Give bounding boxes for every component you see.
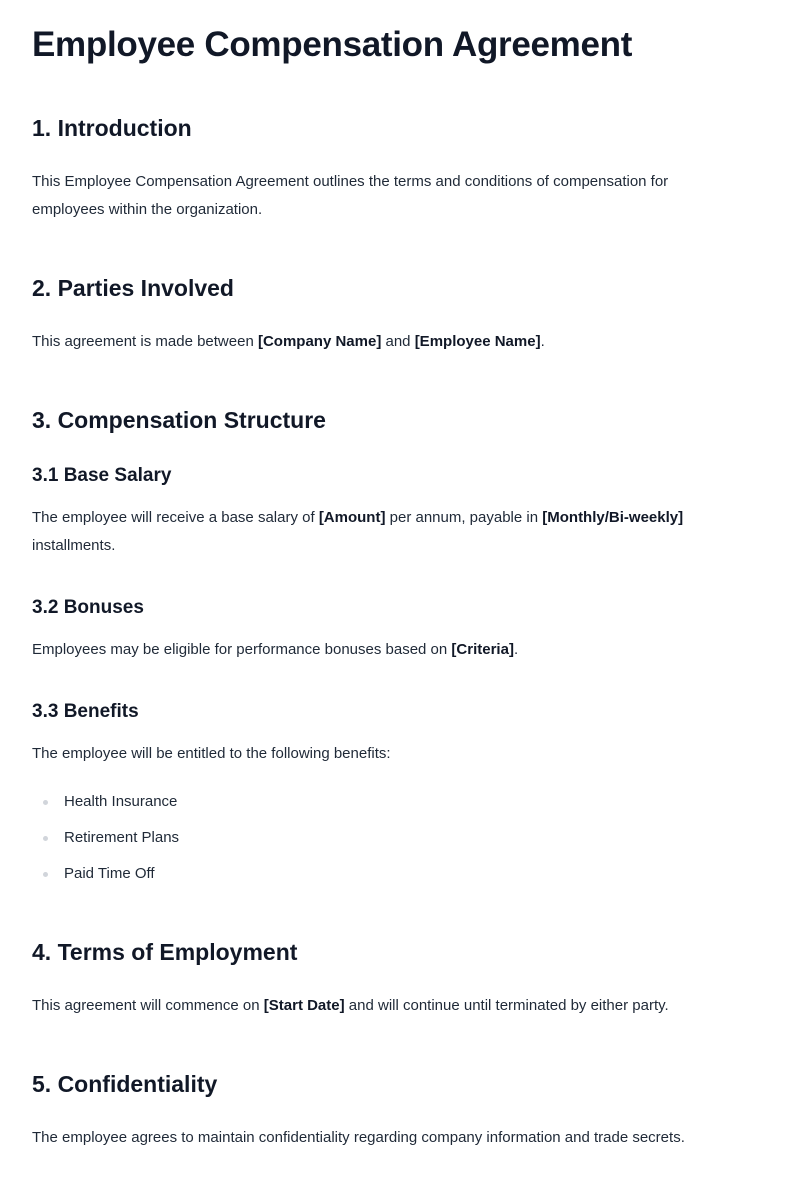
section-heading-parties: 2. Parties Involved	[32, 275, 234, 301]
subsection-heading-base-salary: 3.1 Base Salary	[32, 465, 172, 486]
subsection-heading-bonuses: 3.2 Bonuses	[32, 597, 144, 618]
section-heading-confidentiality: 5. Confidentiality	[32, 1071, 218, 1097]
subsection-heading-benefits: 3.3 Benefits	[32, 701, 139, 722]
terms-text-post: and will continue until terminated by either party.	[344, 997, 669, 1014]
start-date-placeholder: [Start Date]	[263, 997, 345, 1014]
base-salary-text-pre: The employee will receive a base salary of	[32, 509, 319, 526]
employee-name-placeholder: [Employee Name]	[414, 333, 541, 350]
frequency-placeholder: [Monthly/Bi-weekly]	[542, 509, 684, 526]
base-salary-paragraph	[32, 504, 732, 560]
benefit-list-item	[32, 862, 155, 886]
section-heading-compensation: 3. Compensation Structure	[32, 407, 326, 433]
bonuses-text-pre: Employees may be eligible for performance bonuses based on	[32, 641, 452, 658]
parties-text-mid: and	[381, 333, 415, 350]
benefit-label: Health Insurance	[64, 793, 178, 810]
section-heading-terms: 4. Terms of Employment	[32, 939, 298, 965]
document-title: Employee Compensation Agreement	[32, 25, 633, 64]
bullet-icon	[43, 800, 48, 805]
benefit-list-item	[32, 826, 179, 850]
parties-paragraph	[32, 328, 732, 356]
parties-text-post: .	[540, 333, 545, 350]
parties-text-pre: This agreement is made between	[32, 333, 258, 350]
criteria-placeholder: [Criteria]	[451, 641, 514, 658]
company-name-placeholder: [Company Name]	[257, 333, 382, 350]
benefit-label: Retirement Plans	[64, 829, 180, 846]
bonuses-paragraph	[32, 636, 732, 664]
amount-placeholder: [Amount]	[318, 509, 386, 526]
benefits-intro-paragraph: The employee will be entitled to the following benefits:	[32, 745, 391, 762]
benefit-list-item	[32, 790, 177, 814]
terms-text-pre: This agreement will commence on	[32, 997, 264, 1014]
terms-paragraph	[32, 992, 732, 1020]
bullet-icon	[43, 872, 48, 877]
benefit-label: Paid Time Off	[64, 865, 155, 882]
introduction-paragraph: This Employee Compensation Agreement outlines the terms and conditions of compensation for employees within the organization.	[32, 173, 669, 218]
section-heading-introduction: 1. Introduction	[32, 115, 192, 141]
confidentiality-paragraph: The employee agrees to maintain confidentiality regarding company information and trade secrets.	[32, 1129, 685, 1146]
bonuses-text-post: .	[513, 641, 519, 658]
base-salary-text-mid: per annum, payable in	[385, 509, 543, 526]
bullet-icon	[43, 836, 48, 841]
base-salary-text-post: installments.	[32, 537, 116, 554]
